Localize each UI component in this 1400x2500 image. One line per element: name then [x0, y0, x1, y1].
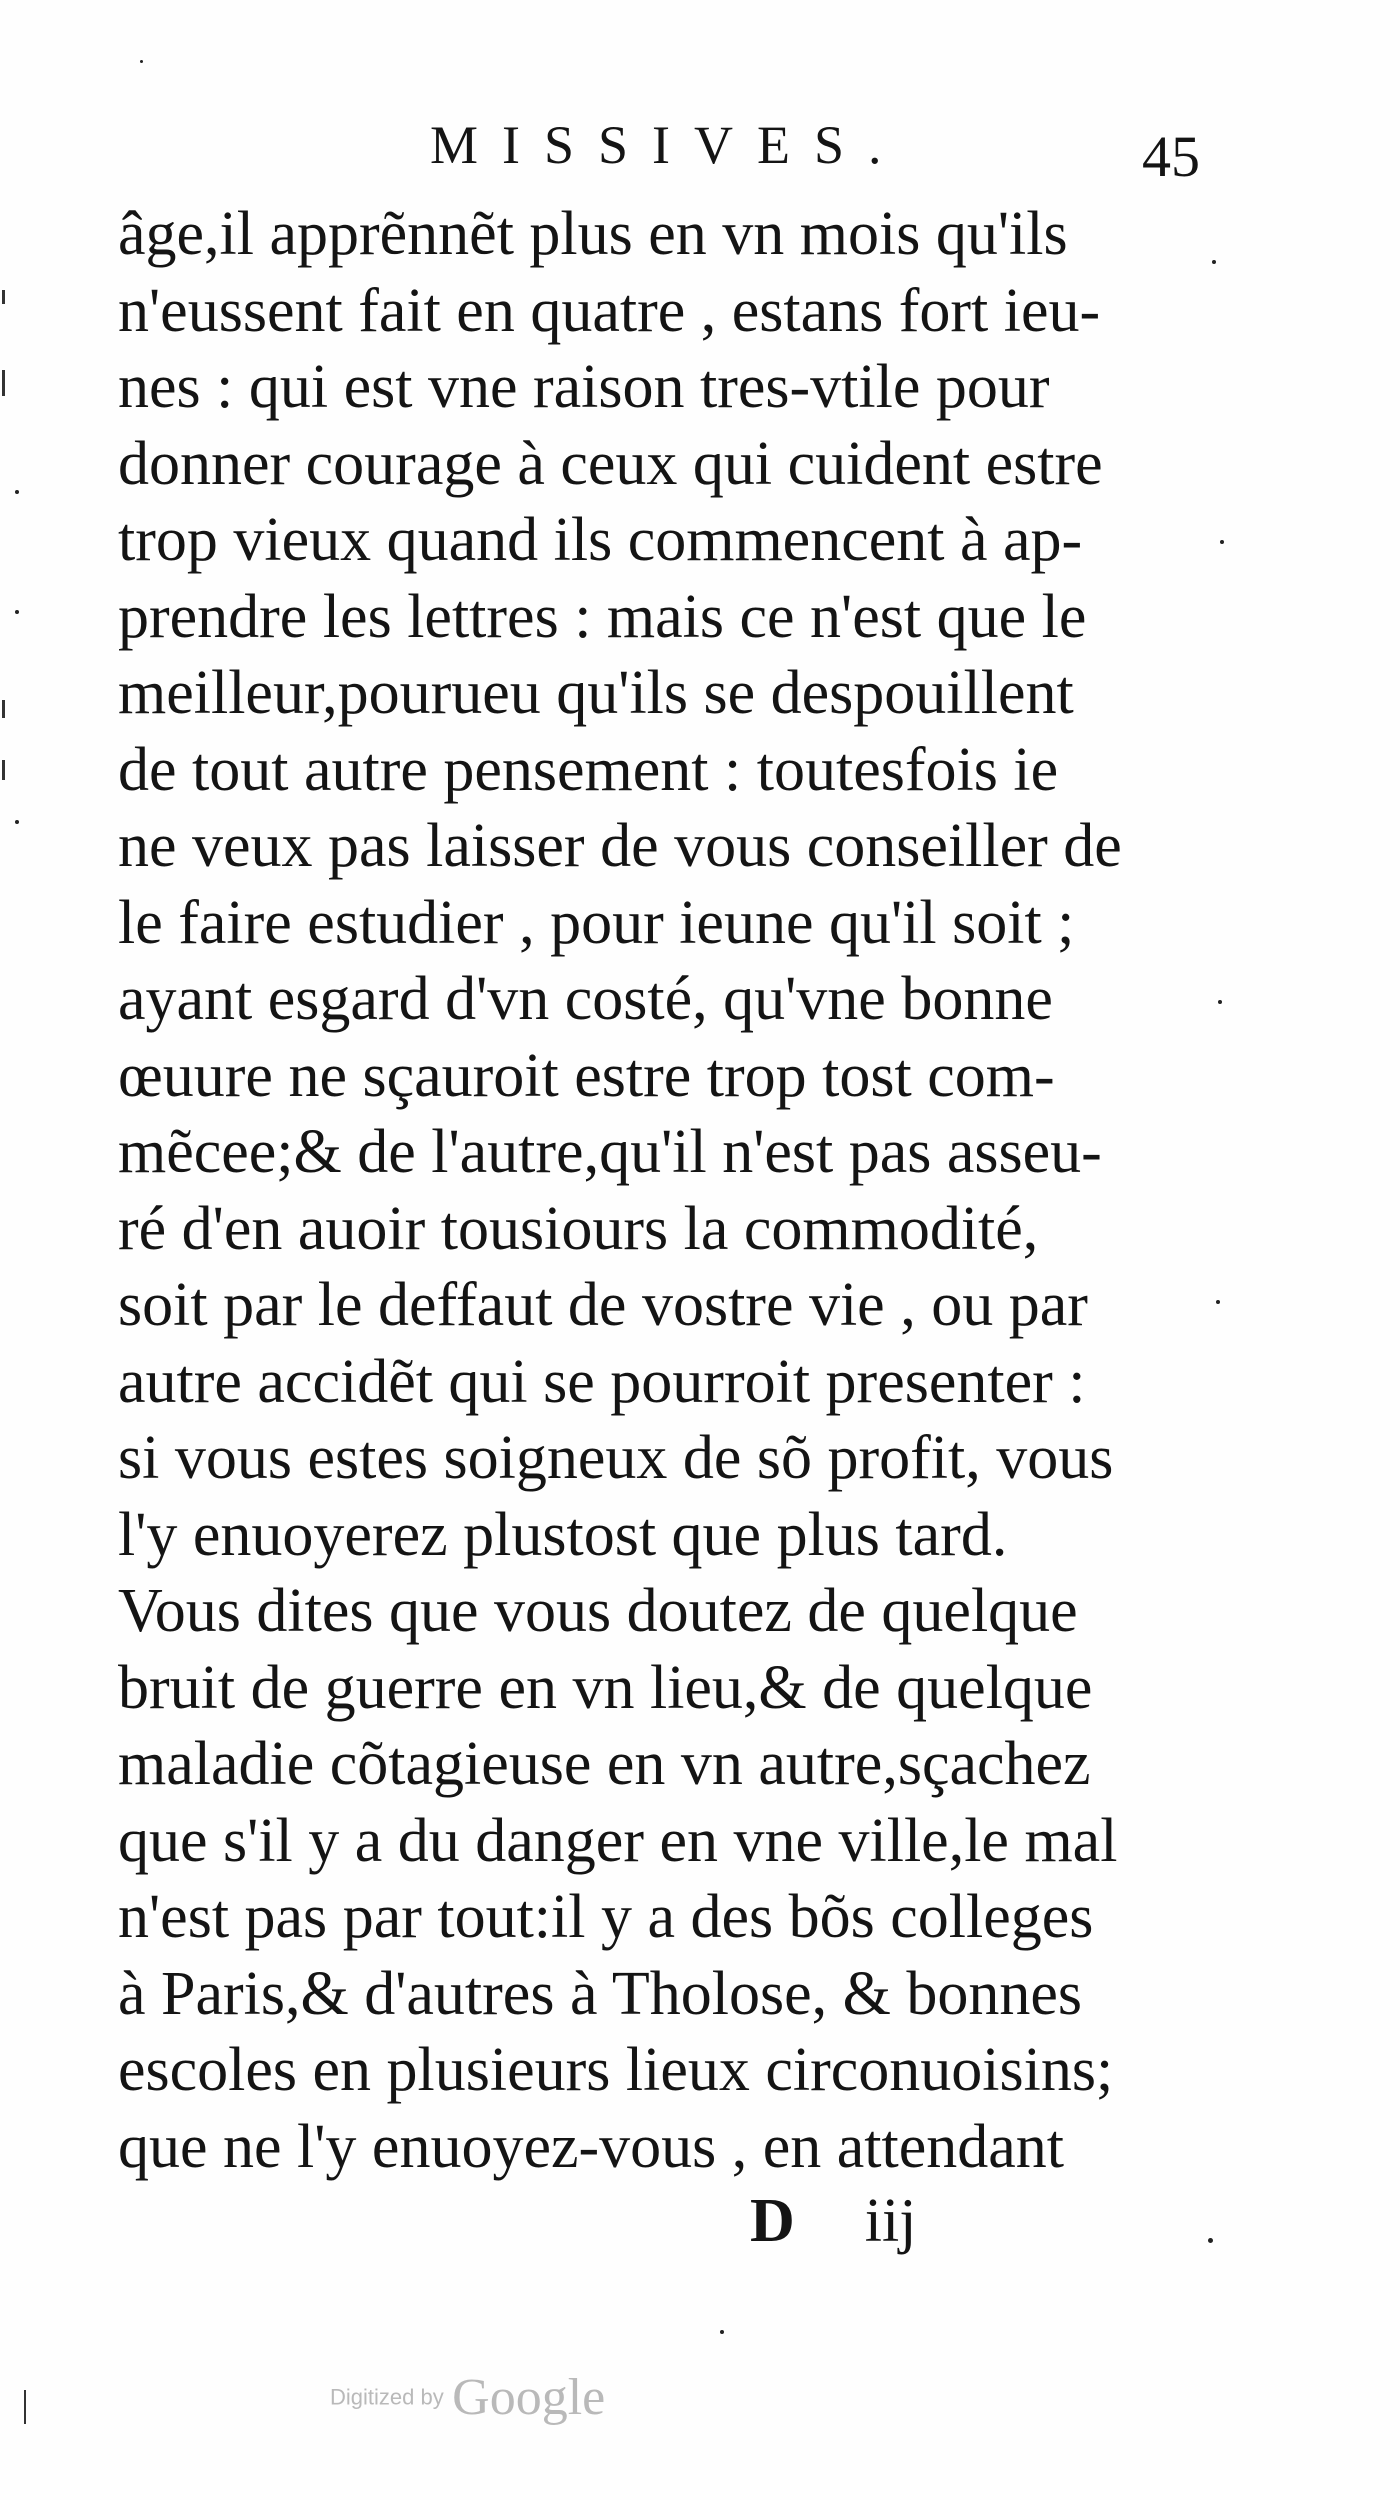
- text-line: si vous estes soigneux de sõ profit, vous: [118, 1424, 1114, 1492]
- scan-speck: [1218, 1000, 1222, 1004]
- text-line: prendre les lettres : mais ce n'est que le: [118, 582, 1087, 651]
- text-line: n'est pas par tout:il y a des bõs colleges: [118, 1883, 1094, 1951]
- text-line: soit par le deffaut de vostre vie , ou par: [118, 1271, 1088, 1339]
- text-line: meilleur,pourueu qu'ils se despouillent: [118, 659, 1074, 727]
- text-line: ré d'en auoir tousiours la commodité,: [118, 1194, 1039, 1263]
- text-line: trop vieux quand ils commencent à ap-: [118, 506, 1083, 574]
- text-line: bruit de guerre en vn lieu,& de quelque: [118, 1653, 1093, 1722]
- text-line: œuure ne sçauroit estre trop tost com-: [118, 1041, 1055, 1110]
- text-line: l'y enuoyerez plustost que plus tard.: [118, 1500, 1008, 1569]
- scan-speck: [720, 2330, 724, 2334]
- text-line: le faire estudier , pour ieune qu'il soit ;: [118, 888, 1075, 957]
- scan-speck: [1220, 540, 1224, 544]
- scan-speck: [15, 820, 19, 824]
- text-line: mẽcee;& de l'autre,qu'il n'est pas asseu-: [118, 1118, 1102, 1186]
- scan-speck: [140, 60, 143, 63]
- digitization-watermark: [330, 2368, 605, 2427]
- signature-letter: D: [750, 2187, 795, 2255]
- text-line: maladie cõtagieuse en vn autre,sçachez: [118, 1730, 1091, 1798]
- text-line: que s'il y a du danger en vne ville,le mal: [118, 1806, 1118, 1875]
- scan-edge-mark: [2, 700, 5, 718]
- signature-numeral: iij: [864, 2187, 917, 2255]
- scan-speck: [1212, 260, 1216, 264]
- text-line: escoles en plusieurs lieux circonuoisins;: [118, 2036, 1114, 2104]
- text-line: que ne l'y enuoyez-vous , en attendant: [118, 2112, 1065, 2181]
- scan-edge-mark: [2, 370, 5, 396]
- signature-mark: [750, 2187, 917, 2255]
- scan-edge-mark: [2, 760, 5, 780]
- text-line: à Paris,& d'autres à Tholose, & bonnes: [118, 1959, 1082, 2028]
- text-line: ne veux pas laisser de vous conseiller de: [118, 812, 1122, 880]
- scan-speck: [1208, 2238, 1213, 2243]
- scan-speck: [15, 490, 19, 494]
- watermark-logo: Google: [452, 2369, 606, 2426]
- page-number: 45: [1142, 124, 1200, 189]
- scan-edge-mark: [24, 2390, 26, 2424]
- watermark-prefix: Digitized by: [330, 2384, 444, 2410]
- text-line: Vous dites que vous doutez de quelque: [118, 1577, 1078, 1645]
- scan-speck: [15, 610, 19, 614]
- text-line: nes : qui est vne raison tres-vtile pour: [118, 353, 1050, 421]
- text-line: donner courage à ceux qui cuident estre: [118, 429, 1103, 498]
- body-text: [118, 196, 1238, 2185]
- text-line: ayant esgard d'vn costé, qu'vne bonne: [118, 965, 1053, 1033]
- scan-edge-mark: [2, 290, 5, 304]
- text-line: âge,il apprẽnnẽt plus en vn mois qu'ils: [118, 200, 1068, 268]
- running-head: MISSIVES.: [430, 115, 906, 175]
- scan-speck: [1216, 1300, 1220, 1304]
- text-line: n'eussent fait en quatre , estans fort ieu-: [118, 276, 1101, 345]
- text-line: autre accidẽt qui se pourroit presenter :: [118, 1347, 1086, 1416]
- text-line: de tout autre pensement : toutesfois ie: [118, 735, 1059, 804]
